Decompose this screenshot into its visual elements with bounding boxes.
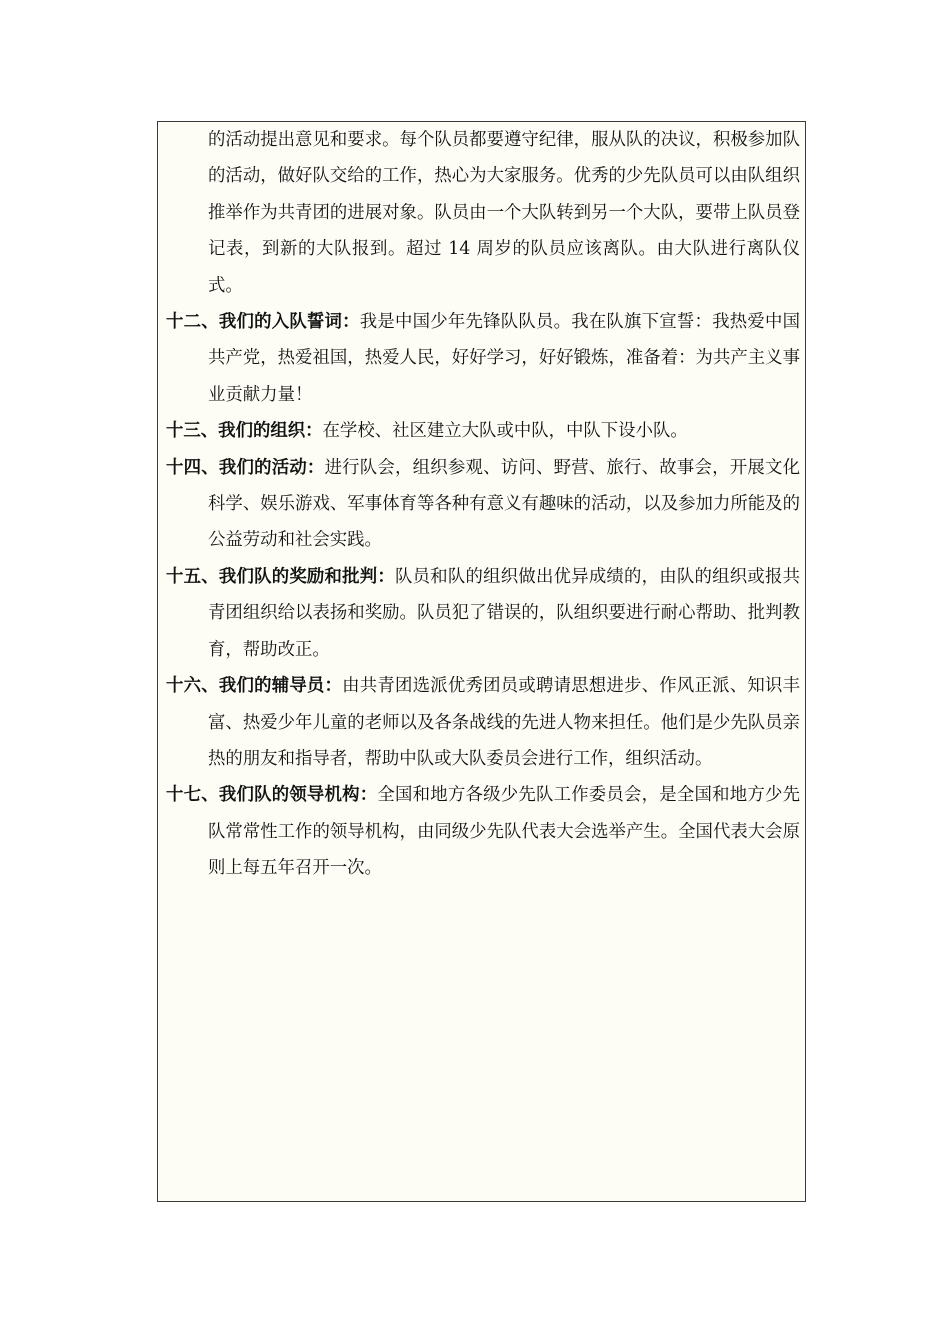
section-text: 队员和队的组织做出优异成绩的，由队的组织或报共青团组织给以表扬和奖励。队员犯了错误的，队组织要进行耐心帮助、批判教育，帮助改正。 [208, 566, 800, 660]
section-label: 十七、我们队的领导机构： [166, 785, 378, 806]
section-text: 在学校、社区建立大队或中队，中队下设小队。 [322, 421, 688, 442]
continuation-text: 的活动提出意见和要求。每个队员都要遵守纪律，服从队的决议，积极参加队的活动，做好队交给的工作，热心为大家服务。优秀的少先队员可以由队组织推举作为共青团的进展对象。队员由一个大队转到另一个大队，要带上队员登记表，到新的大队报到。超过 14 周岁的队员应该离队。由大队进行离队仪式。 [208, 130, 800, 296]
continuation-paragraph [166, 122, 800, 304]
section-17 [166, 777, 800, 886]
section-15 [166, 559, 800, 668]
section-label: 十四、我们的活动： [166, 457, 325, 478]
section-text: 进行队会，组织参观、访问、野营、旅行、故事会，开展文化科学、娱乐游戏、军事体育等各种有意义有趣味的活动，以及参加力所能及的公益劳动和社会实践。 [208, 457, 800, 551]
section-13 [166, 413, 800, 449]
section-text: 我是中国少年先锋队队员。我在队旗下宣誓：我热爱中国共产党，热爱祖国，热爱人民，好好学习，好好锻炼，准备着：为共产主义事业贡献力量！ [208, 312, 800, 405]
section-12 [166, 304, 800, 413]
section-label: 十二、我们的入队誓词： [166, 312, 360, 333]
section-16 [166, 668, 800, 777]
section-label: 十六、我们的辅导员： [166, 676, 343, 697]
section-label: 十五、我们队的奖励和批判： [166, 566, 396, 587]
document-body [166, 122, 800, 887]
section-label: 十三、我们的组织： [166, 421, 323, 442]
section-text: 由共青团选派优秀团员或聘请思想进步、作风正派、知识丰富、热爱少年儿童的老师以及各条战线的先进人物来担任。他们是少先队员亲热的朋友和指导者，帮助中队或大队委员会进行工作，组织活动。 [208, 676, 800, 769]
section-text: 全国和地方各级少先队工作委员会，是全国和地方少先队常常性工作的领导机构，由同级少先队代表大会选举产生。全国代表大会原则上每五年召开一次。 [208, 785, 800, 879]
content-frame [157, 121, 806, 1202]
section-14 [166, 450, 800, 559]
